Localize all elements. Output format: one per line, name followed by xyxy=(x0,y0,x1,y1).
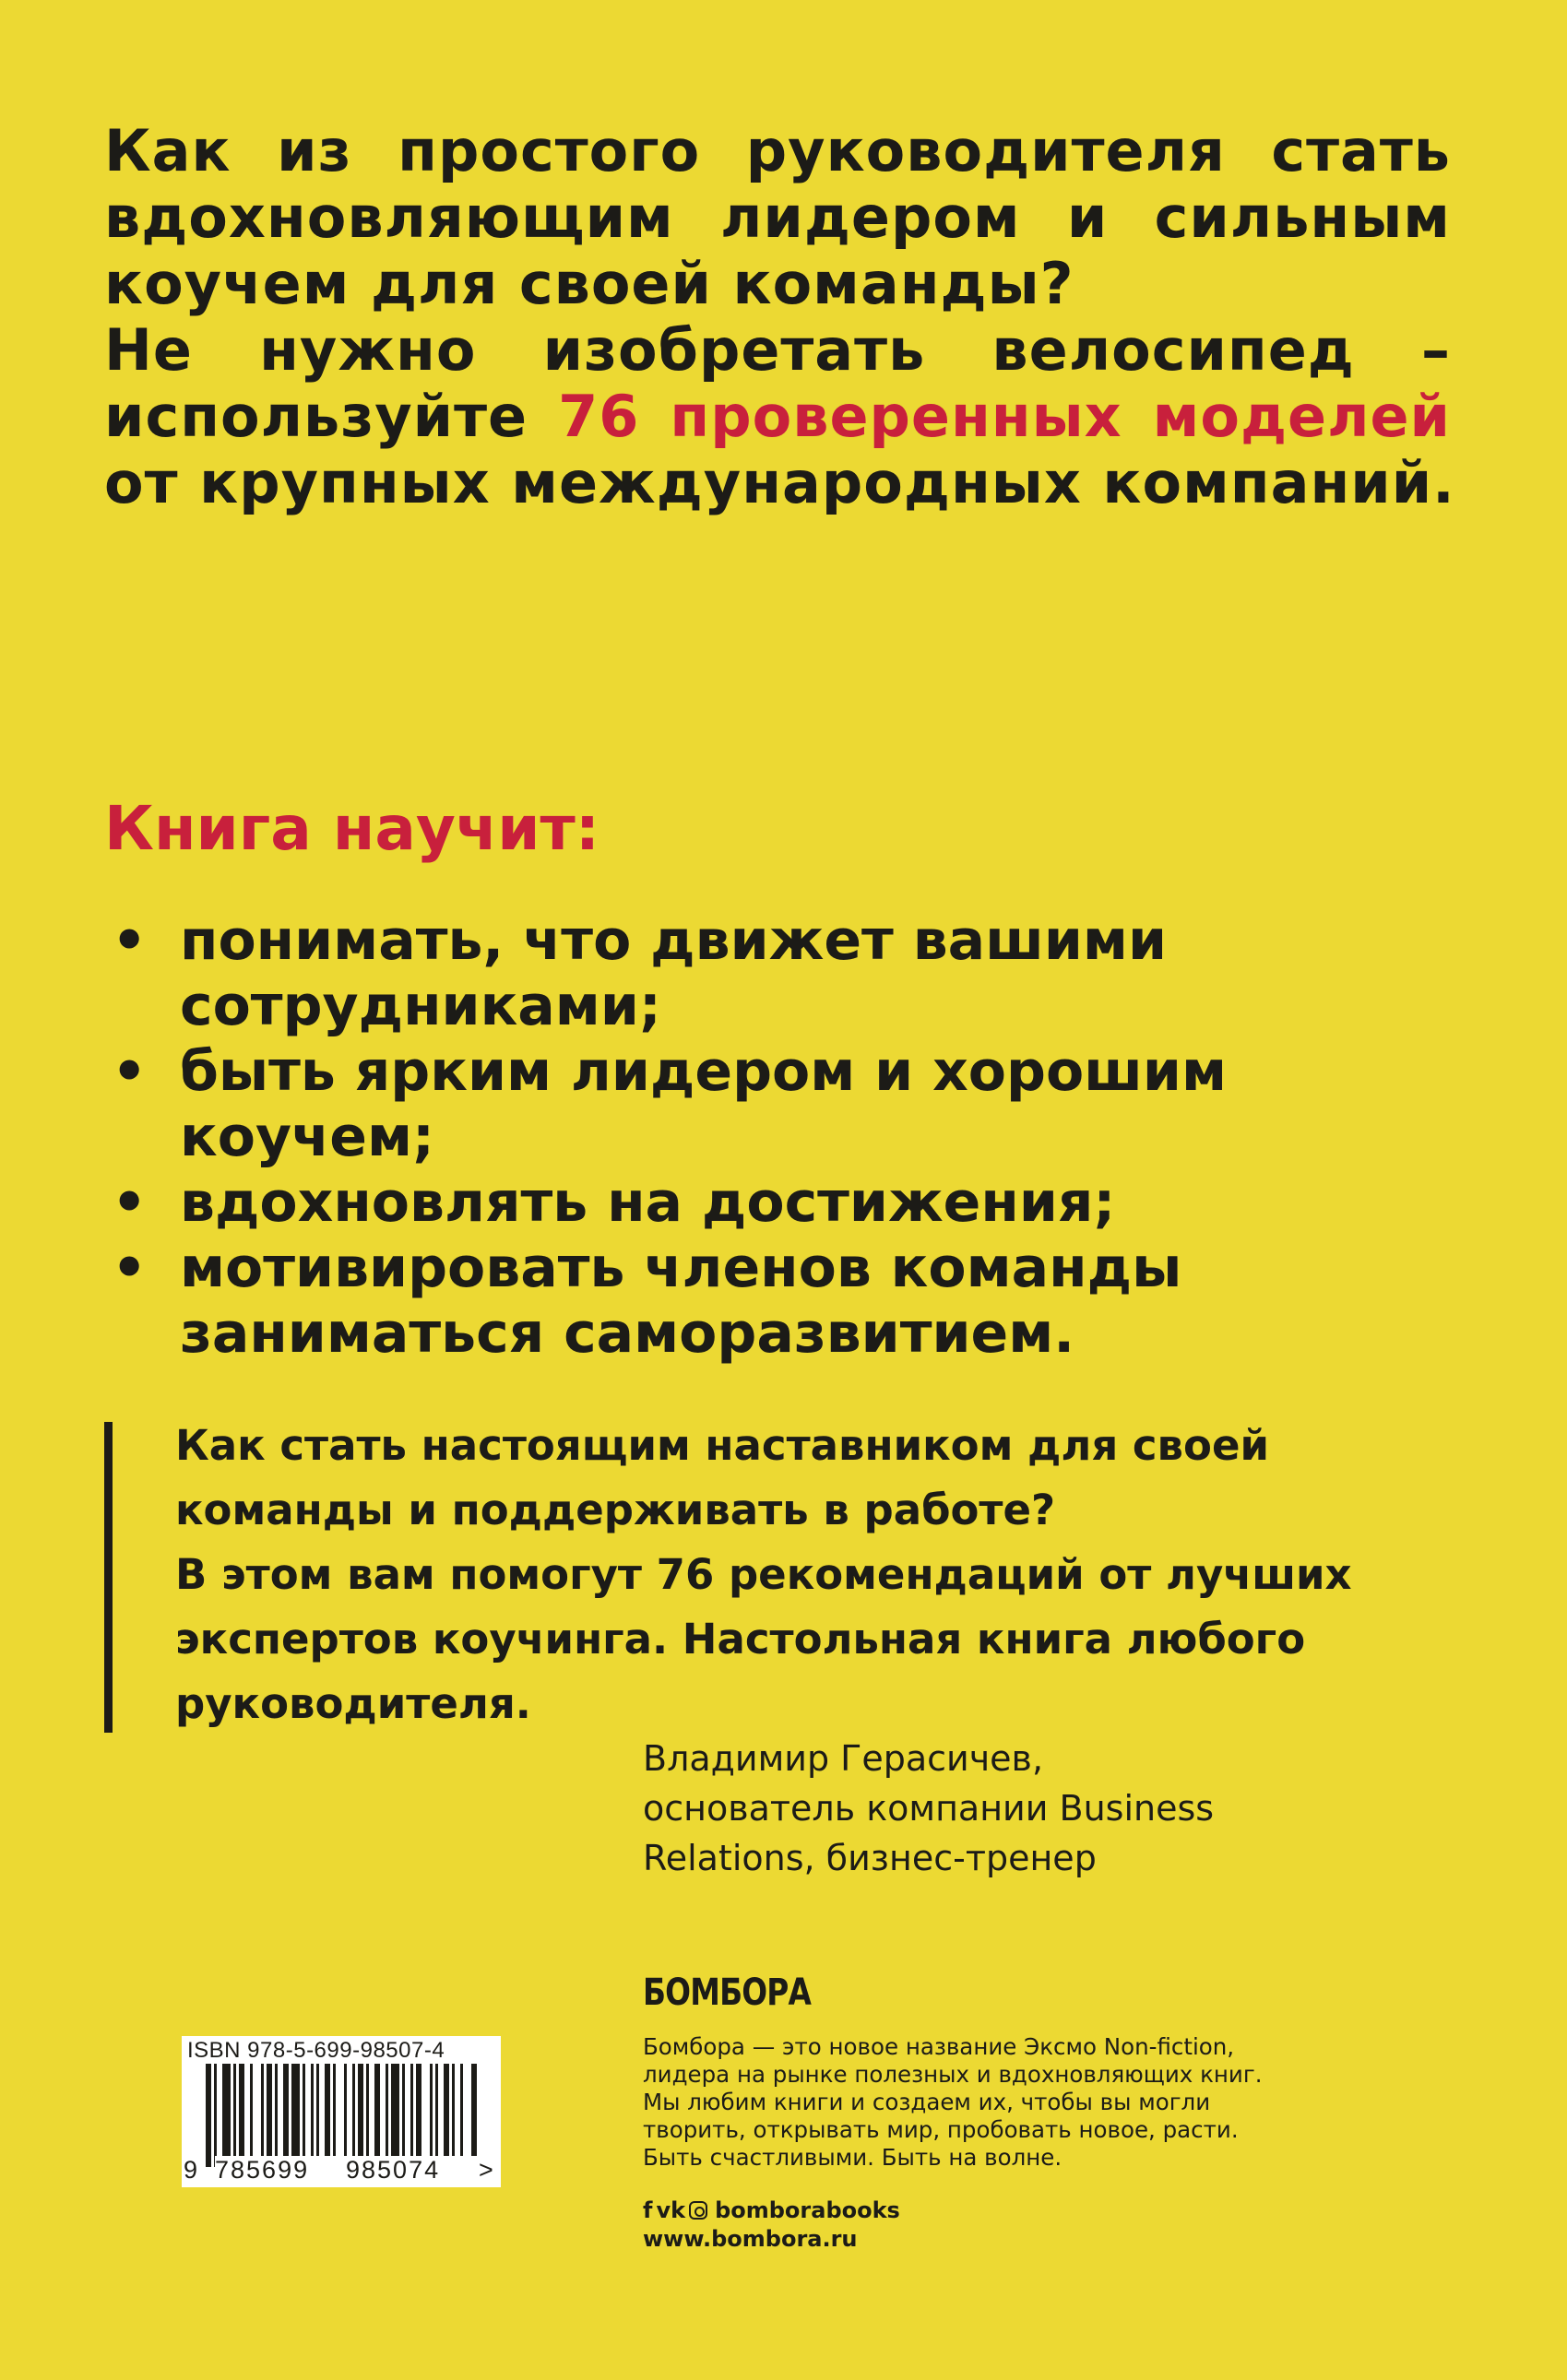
barcode-bar xyxy=(275,2064,278,2156)
list-item-line: вдохновлять на достижения; xyxy=(180,1170,1116,1235)
barcode-bar xyxy=(250,2064,253,2156)
blurb-line: Бомбора — это новое название Эксмо Non-fiction, xyxy=(643,2033,1235,2060)
intro-paragraph xyxy=(104,117,1455,516)
barcode-bar xyxy=(344,2064,347,2156)
attribution-line: Владимир Герасичев, xyxy=(643,1738,1044,1779)
barcode-digits-right: 985074 xyxy=(346,2156,441,2184)
blurb-line: творить, открывать мир, пробовать новое, расти. xyxy=(643,2116,1239,2143)
list-item-line: мотивировать членов команды xyxy=(180,1236,1182,1300)
list-item xyxy=(104,1236,1451,1367)
intro-line-highlight xyxy=(104,384,1451,450)
barcode-digits xyxy=(182,2154,501,2187)
quote-line: экспертов коучинга. Настольная книга любого xyxy=(175,1615,1306,1664)
quote-block xyxy=(175,1414,1352,1736)
quote-line: команды и поддерживать в работе? xyxy=(175,1486,1056,1534)
barcode-bar xyxy=(391,2064,399,2156)
barcode-bar xyxy=(303,2064,305,2156)
barcode-bar xyxy=(214,2064,217,2167)
barcode-bar xyxy=(452,2064,455,2156)
list-item xyxy=(104,1170,1451,1236)
barcode-bar xyxy=(386,2064,388,2156)
barcode-bar xyxy=(430,2064,433,2156)
isbn-label: ISBN 978-5-699-98507-4 xyxy=(187,2038,445,2063)
intro-prefix: используйте xyxy=(104,383,528,450)
barcode-bar xyxy=(325,2064,330,2156)
quote-line: Как стать настоящим наставником для своей xyxy=(175,1421,1269,1470)
intro-line: Как из простого руководителя стать xyxy=(104,117,1451,184)
blurb-line: Мы любим книги и создаем их, чтобы вы могли xyxy=(643,2089,1211,2115)
barcode-bar xyxy=(239,2064,244,2156)
barcode-bar xyxy=(416,2064,421,2156)
learn-heading: Книга научит: xyxy=(104,793,600,864)
barcode-bar xyxy=(206,2064,211,2167)
list-item xyxy=(104,1039,1451,1170)
publisher-blurb xyxy=(643,2033,1307,2172)
barcode-digit-end: > xyxy=(479,2156,495,2184)
bullet-icon: • xyxy=(112,908,148,973)
barcode-bar xyxy=(316,2064,319,2156)
intro-highlight: 76 проверенных моделей xyxy=(558,383,1451,450)
intro-line: коучем для своей команды? xyxy=(104,250,1074,317)
barcode-digit-first: 9 xyxy=(184,2156,200,2184)
instagram-icon[interactable] xyxy=(689,2201,707,2220)
intro-line: от крупных международных компаний. xyxy=(104,449,1455,516)
bullet-icon: • xyxy=(112,1039,148,1104)
barcode-bar xyxy=(333,2064,336,2156)
barcode-bar xyxy=(402,2064,405,2156)
social-handle[interactable]: bomborabooks xyxy=(715,2197,900,2223)
quote-line: руководителя. xyxy=(175,1679,531,1728)
quote-line: В этом вам помогут 76 рекомендаций от лучших xyxy=(175,1550,1352,1599)
barcode-bar xyxy=(374,2064,380,2156)
blurb-line: лидера на рынке полезных и вдохновляющих книг. xyxy=(643,2061,1263,2088)
intro-line: Не нужно изобретать велосипед – xyxy=(104,316,1451,384)
barcode-bar xyxy=(358,2064,363,2167)
barcode-bars xyxy=(182,2064,501,2167)
barcode-bar xyxy=(410,2064,413,2156)
bullet-icon: • xyxy=(112,1236,148,1300)
list-item-line: заниматься саморазвитием. xyxy=(180,1301,1075,1366)
attribution-line: Relations, бизнес-тренер xyxy=(643,1838,1097,1878)
barcode-bar xyxy=(222,2064,231,2156)
publisher-logo: БОМБОРА xyxy=(643,1971,812,2014)
vk-icon[interactable]: vk xyxy=(656,2197,686,2223)
barcode xyxy=(182,2036,501,2187)
list-item-line: понимать, что движет вашими xyxy=(180,908,1168,973)
barcode-bar xyxy=(233,2064,236,2156)
barcode-bar xyxy=(435,2064,438,2156)
list-item-line: сотрудниками; xyxy=(180,974,661,1038)
barcode-digits-left: 785699 xyxy=(215,2156,310,2184)
facebook-icon[interactable]: f xyxy=(643,2197,653,2223)
barcode-bar xyxy=(261,2064,264,2156)
barcode-bar xyxy=(352,2064,355,2167)
quote-divider xyxy=(104,1422,113,1733)
list-item xyxy=(104,908,1451,1039)
barcode-bar xyxy=(366,2064,369,2156)
barcode-bar xyxy=(460,2064,463,2156)
learn-list xyxy=(104,908,1451,1367)
barcode-bar xyxy=(283,2064,289,2156)
bullet-icon: • xyxy=(112,1170,148,1235)
barcode-bar xyxy=(267,2064,272,2156)
list-item-line: быть ярким лидером и хорошим коучем; xyxy=(180,1039,1227,1169)
barcode-bar xyxy=(444,2064,449,2156)
blurb-line: Быть счастливыми. Быть на волне. xyxy=(643,2144,1062,2171)
barcode-bar xyxy=(311,2064,314,2156)
intro-line: вдохновляющим лидером и сильным xyxy=(104,184,1451,251)
website-link[interactable]: www.bombora.ru xyxy=(643,2226,858,2252)
barcode-bar xyxy=(291,2064,300,2156)
social-links xyxy=(643,2197,900,2223)
quote-attribution xyxy=(643,1734,1288,1883)
attribution-line: основатель компании Business xyxy=(643,1788,1215,1829)
barcode-bar xyxy=(471,2064,477,2156)
